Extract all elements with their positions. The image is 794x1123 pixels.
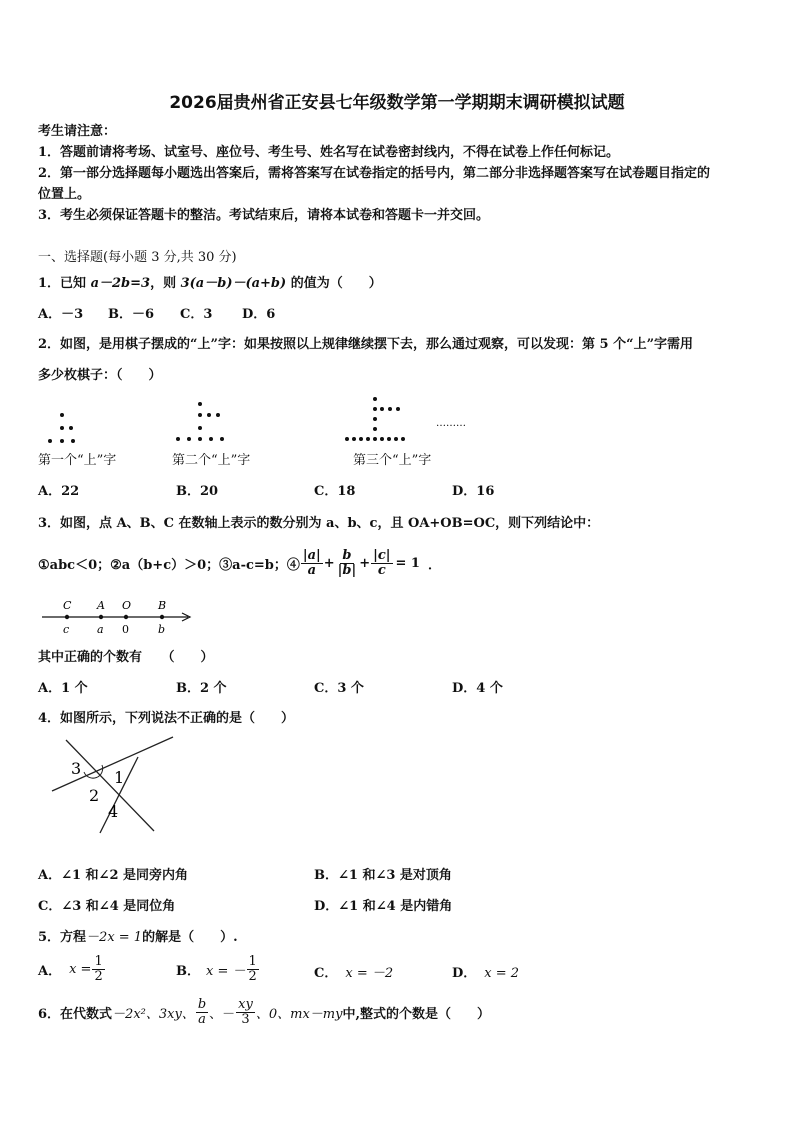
angle-label-3: 3 bbox=[71, 759, 82, 778]
question-2-line1: 2．如图，是用棋子摆成的“上”字：如果按照以上规律继续摆下去，那么通过观察，可以发现：第 5 个“上”字需用 bbox=[38, 337, 694, 352]
q3-option-c[interactable]: C．3 个 bbox=[314, 681, 364, 696]
notice-item-2: 2．第一部分选择题每小题选出答案后，需将答案写在试卷指定的括号内，第二部分非选择题答案写在试卷题目指定的 bbox=[38, 166, 711, 181]
section-heading: 一、选择题(每小题 3 分,共 30 分) bbox=[38, 250, 237, 265]
q1-option-d[interactable]: D．6 bbox=[242, 307, 276, 322]
label-B: B bbox=[158, 599, 167, 612]
notice-heading: 考生请注意： bbox=[38, 124, 117, 139]
q2-option-c[interactable]: C．18 bbox=[314, 484, 356, 499]
q6-stem-pre: 6．在代数式 bbox=[38, 1006, 113, 1022]
q2-ellipsis: ……… bbox=[436, 418, 466, 429]
q3-end-mark: ． bbox=[427, 557, 441, 573]
label-c: c bbox=[63, 623, 70, 636]
figure-shang-3 bbox=[345, 397, 405, 441]
question-5 bbox=[38, 926, 238, 945]
q5-stem-pre: 5．方程 bbox=[38, 930, 87, 945]
q6-term-1: －2x²、3xy、 bbox=[112, 1006, 195, 1022]
q1-condition: a－2b=3 bbox=[90, 276, 151, 291]
q6-stem-post: 中,整式的个数是（ ） bbox=[342, 1006, 490, 1022]
question-3: 3．如图，点 A、B、C 在数轴上表示的数分别为 a、b、c，且 OA+OB=OC，则下列结论中： bbox=[38, 516, 600, 531]
notice-item-1: 1．答题前请将考场、试室号、座位号、考生号、姓名写在试卷密封线内，不得在试卷上作任何标记。 bbox=[38, 145, 620, 160]
q3-option-b[interactable]: B．2 个 bbox=[176, 681, 227, 696]
question-6 bbox=[38, 992, 490, 1032]
notice-item-2-cont: 位置上。 bbox=[38, 187, 91, 202]
q3-option-a[interactable]: A．1 个 bbox=[38, 681, 88, 696]
q3-conclusions-text: ①abc＜0；②a（b+c）＞0；③a-c=b；④ bbox=[38, 557, 300, 573]
point-o bbox=[124, 615, 128, 619]
q5-option-a-label: A． bbox=[38, 963, 62, 979]
angle-label-4: 4 bbox=[108, 802, 119, 821]
q5-option-c-value: x = －2 bbox=[345, 966, 394, 981]
q5-option-c-label: C． bbox=[314, 966, 338, 981]
q3-fraction-1: $\frac{|a|}{a}$ bbox=[302, 547, 321, 578]
q6-fraction-b-over-a: $\frac{b}{a}$ bbox=[197, 996, 207, 1027]
q2-option-b[interactable]: B．20 bbox=[176, 484, 219, 499]
question-4: 4．如图所示，下列说法不正确的是（ ） bbox=[38, 711, 295, 726]
q3-prompt: 其中正确的个数有 （ ） bbox=[38, 650, 214, 665]
q2-fig-label-3: 第三个“上”字 bbox=[353, 453, 432, 468]
label-a: a bbox=[97, 623, 104, 636]
label-A: A bbox=[97, 599, 105, 612]
label-O: O bbox=[122, 599, 132, 612]
q6-fraction-xy-over-3: $\frac{xy}{3}$ bbox=[238, 996, 253, 1027]
q5-stem-post: 的解是（ ）. bbox=[142, 930, 238, 945]
q2-option-a[interactable]: A．22 bbox=[38, 484, 80, 499]
q5-option-b-var: x = － bbox=[206, 963, 246, 979]
q3-conclusions bbox=[38, 543, 441, 583]
q6-term-3: 、0、mx－my bbox=[255, 1006, 343, 1022]
q1-stem-pre: 1．已知 bbox=[38, 276, 91, 291]
point-b bbox=[160, 615, 164, 619]
intersecting-lines-figure bbox=[50, 735, 180, 835]
q3-fraction-3: $\frac{|c|}{c}$ bbox=[373, 547, 391, 578]
figure-shang-2 bbox=[176, 402, 224, 441]
q2-figure bbox=[38, 395, 478, 450]
q2-option-d[interactable]: D．16 bbox=[452, 484, 495, 499]
q6-term-2: 、－ bbox=[209, 1006, 236, 1022]
question-2-line2: 多少枚棋子：（ ） bbox=[38, 368, 162, 383]
point-a bbox=[99, 615, 103, 619]
angle-arc bbox=[84, 765, 103, 778]
q5-option-a-var: x = bbox=[69, 961, 92, 977]
q1-stem-mid: ，则 bbox=[150, 276, 181, 291]
q2-fig-label-1: 第一个“上”字 bbox=[38, 453, 117, 468]
q1-stem-post: 的值为（ ） bbox=[286, 276, 382, 291]
q5-option-d-value: x = 2 bbox=[484, 966, 520, 981]
q1-expression: 3(a－b)－(a+b) bbox=[180, 276, 287, 291]
label-C: C bbox=[63, 599, 72, 612]
plus-sign: + bbox=[359, 555, 371, 571]
q5-equation: －2x = 1 bbox=[86, 930, 143, 945]
q1-option-a[interactable]: A．－3 bbox=[38, 307, 84, 322]
label-b: b bbox=[158, 623, 166, 636]
q4-option-c[interactable]: C．∠3 和∠4 是同位角 bbox=[38, 899, 176, 914]
q2-fig-label-2: 第二个“上”字 bbox=[172, 453, 251, 468]
q4-option-b[interactable]: B．∠1 和∠3 是对顶角 bbox=[314, 868, 452, 883]
q3-fraction-2: $\frac{b}{|b|}$ bbox=[337, 547, 357, 578]
q5-option-b-fraction: $\frac{1}{2}$ bbox=[248, 953, 257, 984]
q5-option-b[interactable] bbox=[176, 950, 260, 988]
q3-option-d[interactable]: D．4 个 bbox=[452, 681, 503, 696]
number-line-figure bbox=[38, 596, 198, 638]
angle-label-1: 1 bbox=[114, 768, 125, 787]
label-0: 0 bbox=[122, 623, 129, 636]
q5-option-b-label: B． bbox=[176, 963, 200, 979]
question-1 bbox=[38, 272, 382, 291]
q5-option-a[interactable] bbox=[38, 950, 106, 988]
q5-option-d[interactable] bbox=[452, 962, 519, 981]
page-title: 2026届贵州省正安县七年级数学第一学期期末调研模拟试题 bbox=[169, 93, 625, 113]
q1-option-b[interactable]: B．－6 bbox=[108, 307, 155, 322]
q1-option-c[interactable]: C．3 bbox=[180, 307, 213, 322]
q5-option-d-label: D． bbox=[452, 966, 477, 981]
q4-option-a[interactable]: A．∠1 和∠2 是同旁内角 bbox=[38, 868, 189, 883]
angle-label-2: 2 bbox=[89, 786, 100, 805]
notice-item-3: 3．考生必须保证答题卡的整洁。考试结束后，请将本试卷和答题卡一并交回。 bbox=[38, 208, 490, 223]
figure-shang-1 bbox=[48, 413, 75, 443]
point-c bbox=[65, 615, 69, 619]
plus-sign: + bbox=[323, 555, 335, 571]
q5-option-a-fraction: $\frac{1}{2}$ bbox=[94, 953, 103, 984]
q3-equals: = 1 bbox=[395, 555, 420, 571]
q4-option-d[interactable]: D．∠1 和∠4 是内错角 bbox=[314, 899, 453, 914]
q5-option-c[interactable] bbox=[314, 962, 393, 981]
